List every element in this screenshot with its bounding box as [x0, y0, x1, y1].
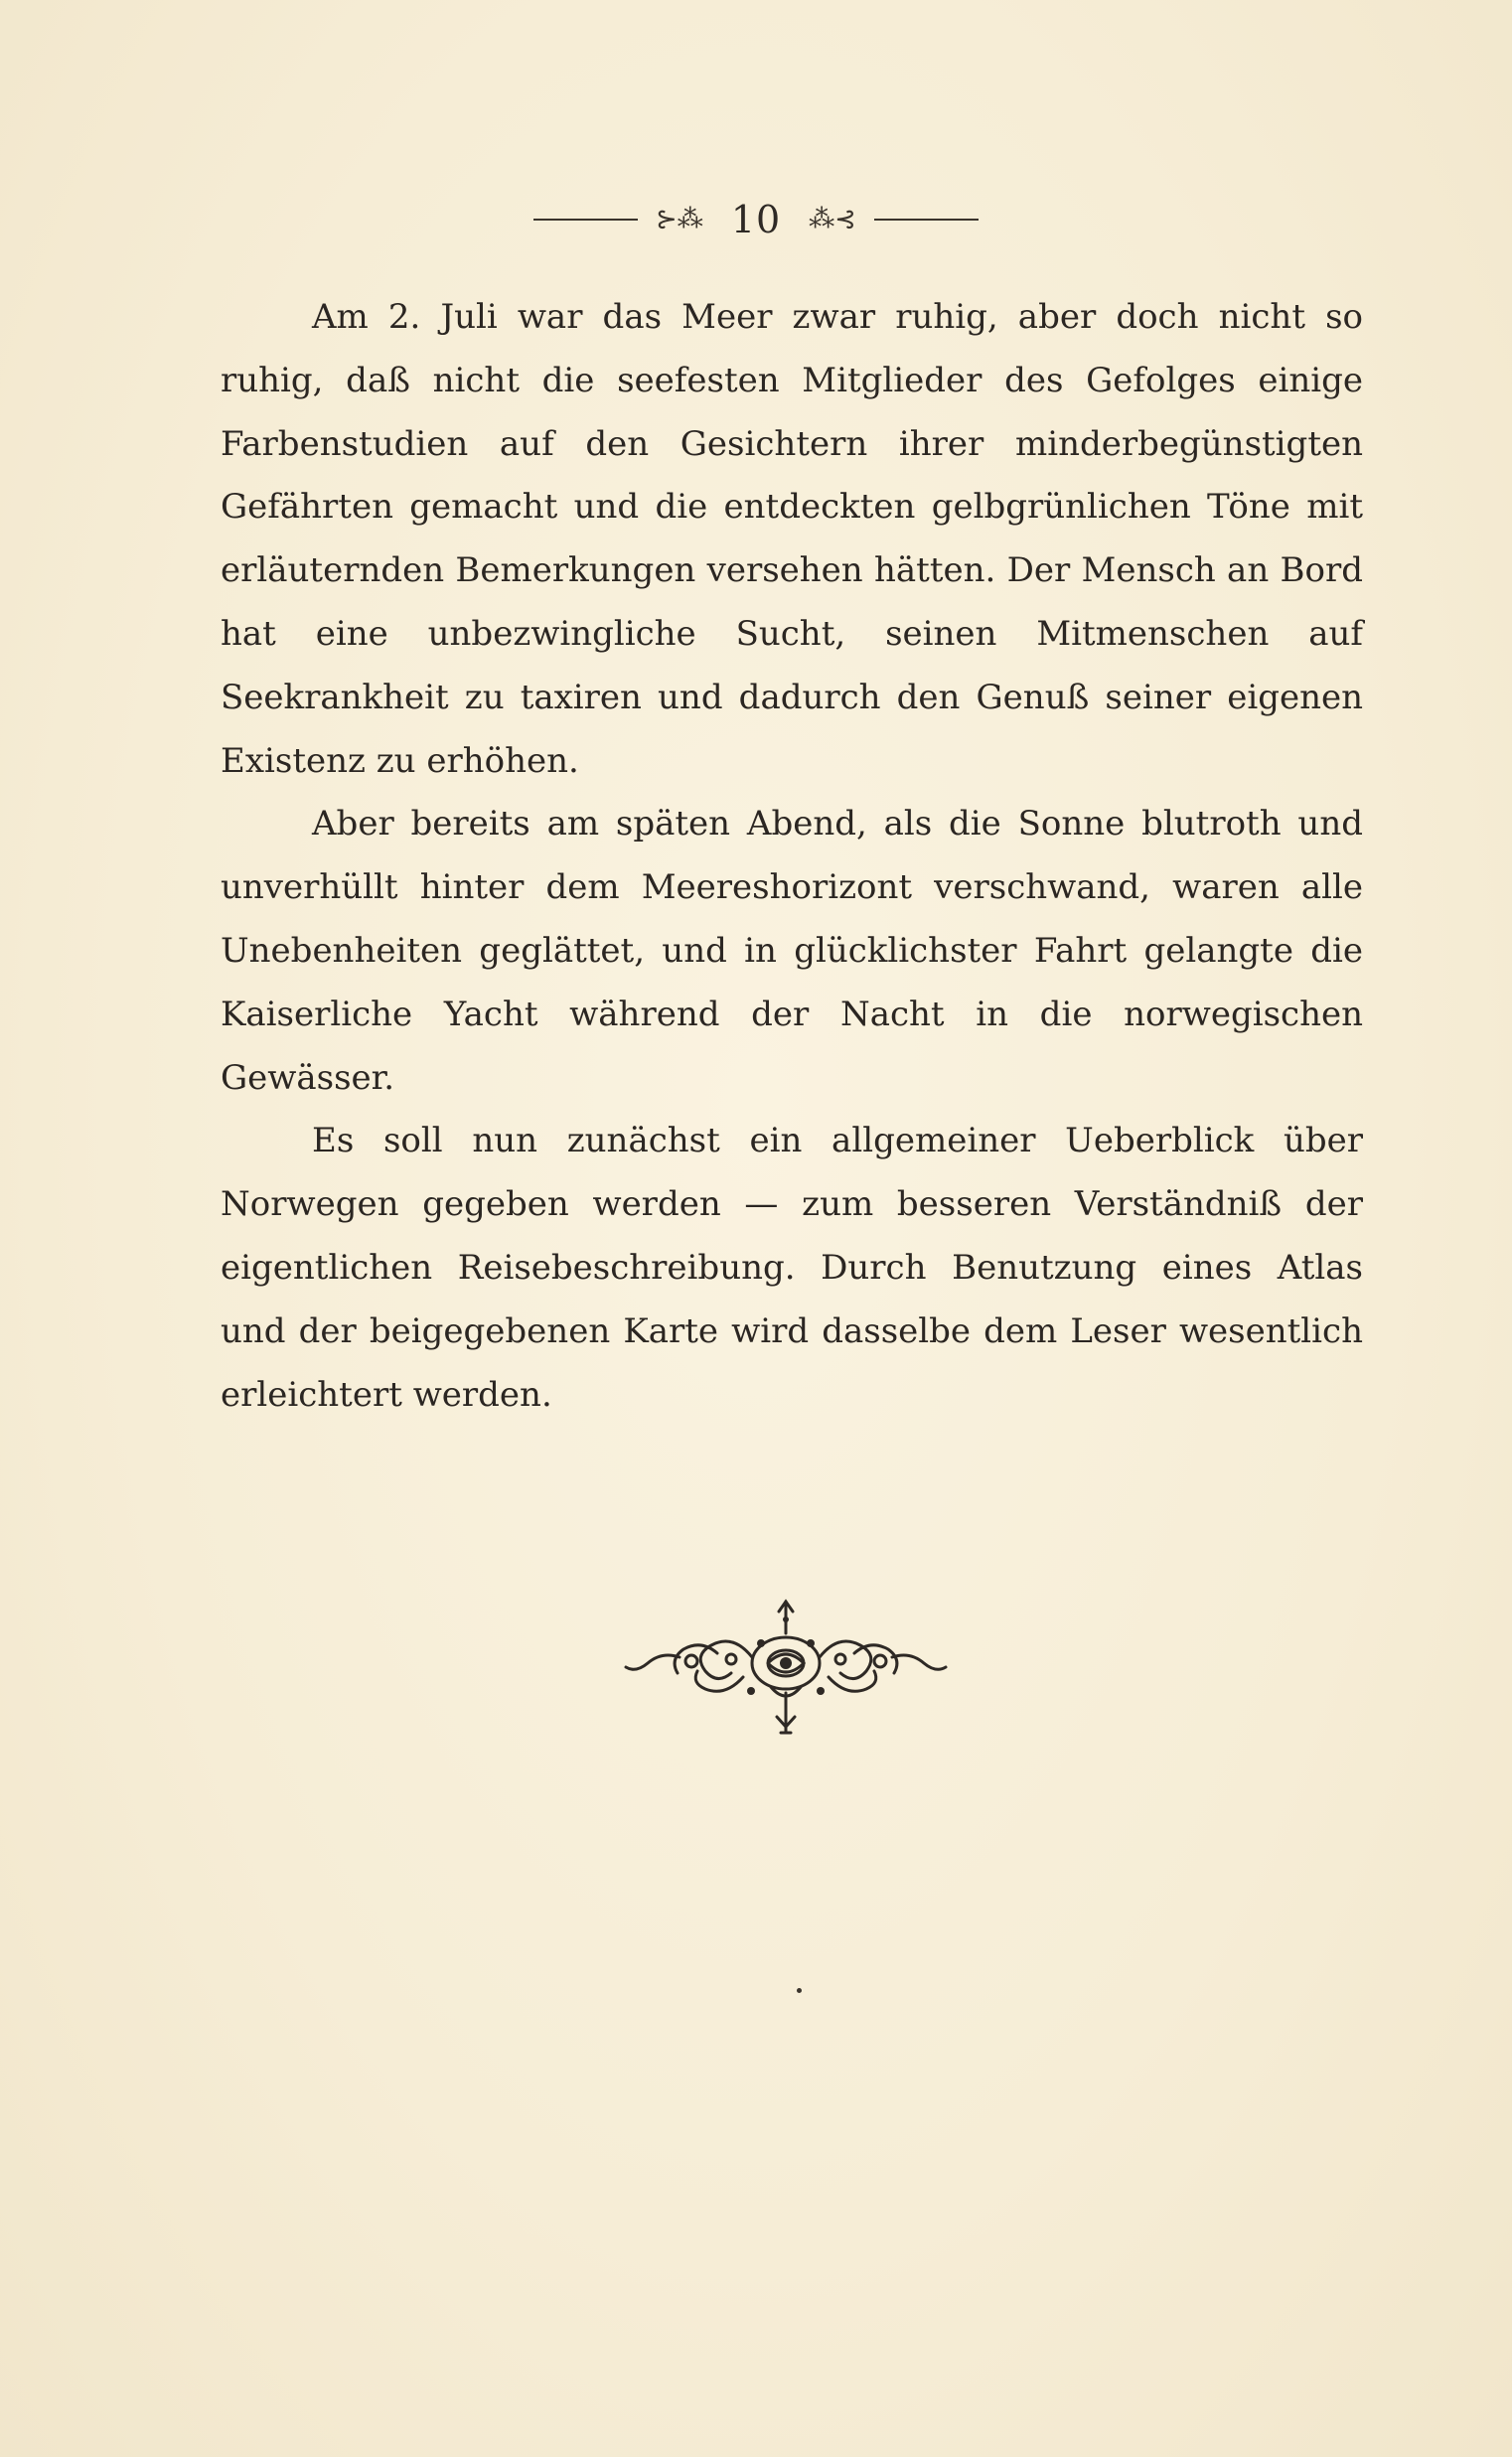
floral-vignette-icon — [622, 1594, 950, 1739]
paragraph-1: Am 2. Juli war das Meer zwar ruhig, aber doch nicht so ruhig, daß nicht die seefesten Mitglieder des Gefolges einige Farbenstudien auf den Gesichtern ihrer minderbegünstigten Gefährten gemacht und die entdeckten gelbgrünlichen Töne mit erläuternden Bemerkungen versehen hätten. Der Mensch an Bord hat eine unbezwingliche Sucht, seinen Mitmenschen auf Seekrankheit zu taxiren und dadurch den Genuß seiner eigenen Existenz zu erhöhen. — [221, 297, 1363, 781]
paragraph-2: Aber bereits am späten Abend, als die Sonne blutroth und unverhüllt hinter dem Meereshorizont verschwand, waren alle Unebenheiten geglättet, und in glücklichster Fahrt gelangte die Kaiserliche Yacht während der Nacht in die norwegischen Gewässer. — [221, 804, 1363, 1098]
header-rule-right — [874, 219, 979, 221]
page-header — [0, 195, 1512, 244]
header-ornament-right-icon: ⁂⊰ — [809, 205, 856, 234]
ink-speck — [797, 1988, 802, 1993]
body-text — [221, 286, 1363, 1427]
paragraph-3: Es soll nun zunächst ein allgemeiner Ueberblick über Norwegen gegeben werden — zum besseren Verständniß der eigentlichen Reisebeschreibung. Durch Benutzung eines Atlas und der beigegebenen Karte wird dasselbe dem Leser wesentlich erleichtert werden. — [221, 1121, 1363, 1415]
header-ornament-left-icon: ⊱⁂ — [656, 205, 703, 234]
page-number: 10 — [730, 198, 782, 241]
header-rule-left — [533, 219, 638, 221]
